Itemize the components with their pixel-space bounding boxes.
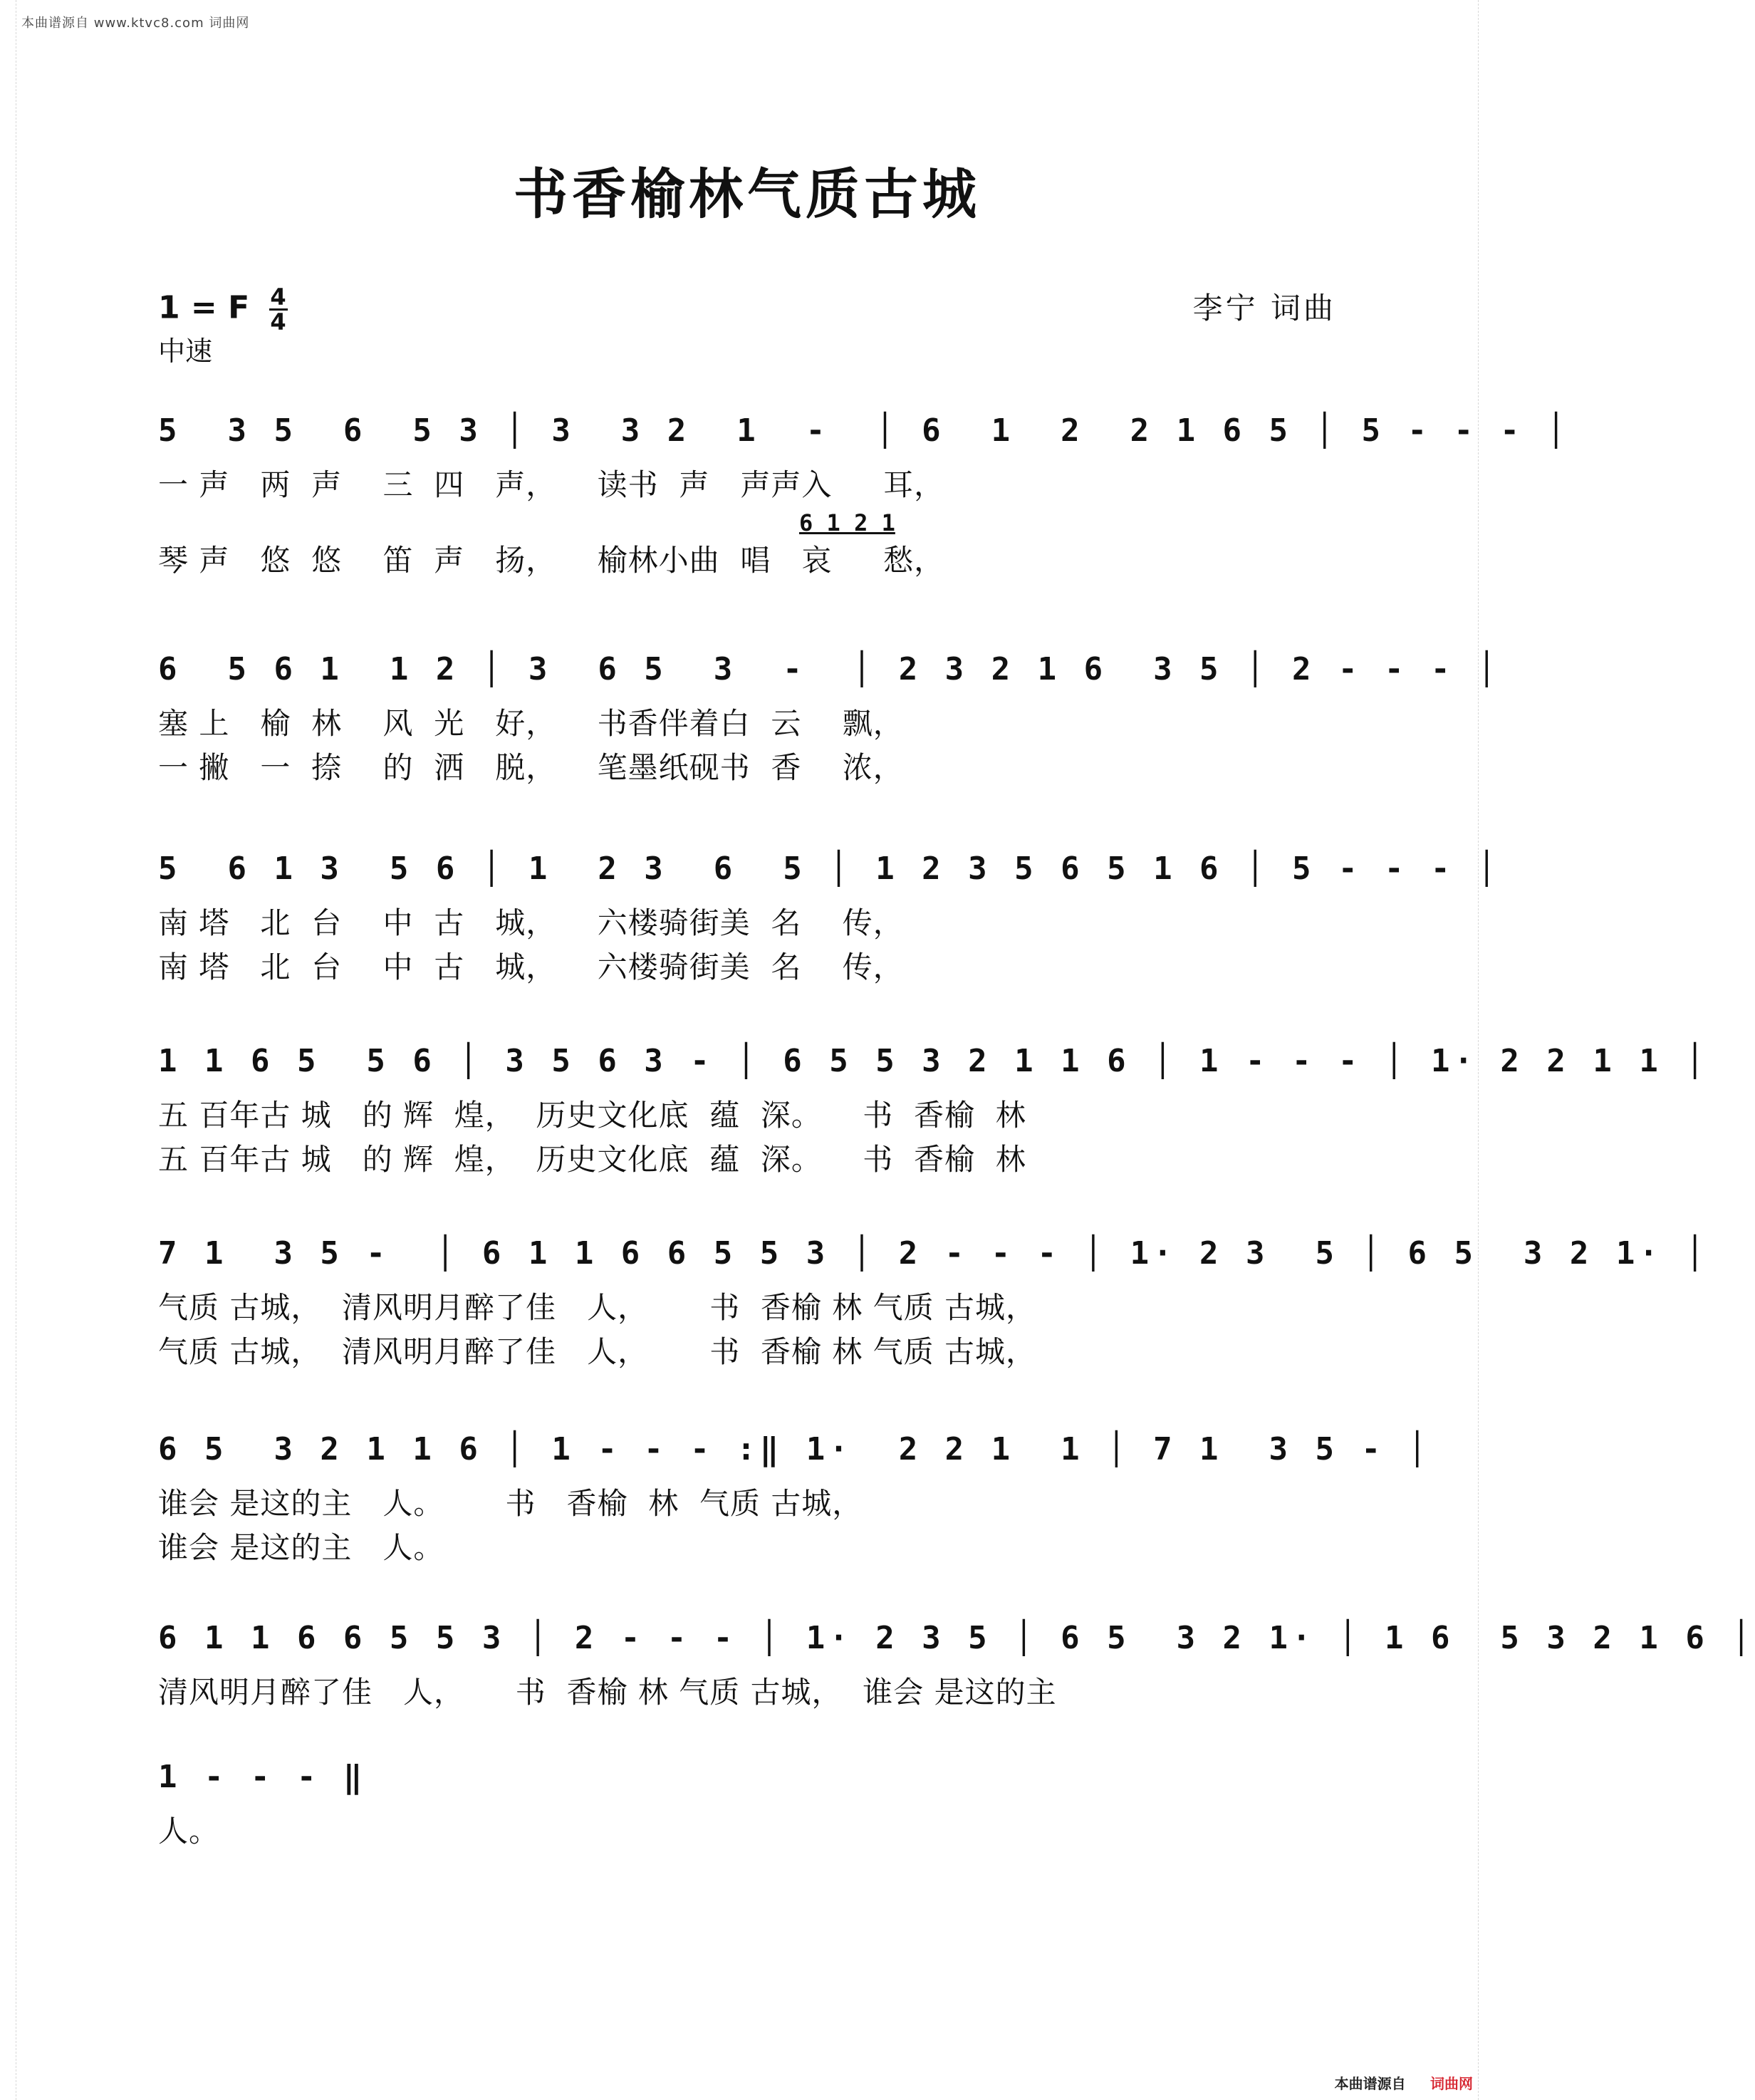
notes-line: 5 6 1 3 5 6 │ 1 2 3 6 5 │ 1 2 3 5 6 5 1 6 │ 5 - - - │ (158, 851, 1501, 887)
lyric-verse-1: 清风明月醉了佳 人， 书 香榆 林 气质 古城， 谁会 是这的主 (158, 1675, 1057, 1710)
key-signature (158, 284, 288, 336)
notes-line: 5 3 5 6 5 3 │ 3 3 2 1 - │ 6 1 2 2 1 6 5 │ 5 - - - │ (158, 412, 1570, 449)
lyric-verse-1: 五 百年古 城 的 辉 煌， 历史文化底 蕴 深。 书 香榆 林 (158, 1098, 1026, 1133)
lyric-verse-1: 谁会 是这的主 人。 书 香榆 林 气质 古城， (158, 1486, 863, 1521)
key-label: 1 = F (158, 289, 250, 326)
author-credit: 李宁 词曲 (1192, 291, 1336, 326)
footer-brand-logo: 词曲网 (1430, 2075, 1473, 2092)
notes-line: 6 1 1 6 6 5 5 3 │ 2 - - - │ 1· 2 3 5 │ 6 5 3 2 1· │ 1 6 5 3 2 1 6 │ (158, 1620, 1755, 1656)
notes-line: 7 1 3 5 - │ 6 1 1 6 6 5 5 3 │ 2 - - - │ 1· 2 3 5 │ 6 5 3 2 1· │ (158, 1235, 1709, 1272)
tempo-marking: 中速 (158, 336, 213, 367)
lyric-verse-2: 南 塔 北 台 中 古 城， 六楼骑街美 名 传， (158, 950, 904, 984)
lyric-verse-1: 人。 (158, 1814, 220, 1849)
lyric-verse-2: 五 百年古 城 的 辉 煌， 历史文化底 蕴 深。 书 香榆 林 (158, 1142, 1026, 1177)
notes-line: 6 5 6 1 1 2 │ 3 6 5 3 - │ 2 3 2 1 6 3 5 │ 2 - - - │ (158, 651, 1501, 687)
lyric-verse-1: 一 声 两 声 三 四 声， 读书 声 声声入 耳， (158, 467, 945, 502)
score-system-2 (158, 638, 1501, 790)
score-system-8 (158, 1745, 1345, 1854)
time-signature-top: 4 (270, 284, 286, 311)
lyric-verse-2: 气质 古城， 清风明月醉了佳 人， 书 香榆 林 气质 古城， (158, 1334, 1036, 1369)
lyric-verse-2: 一 撇 一 捺 的 洒 脱， 笔墨纸砚书 香 浓， (158, 750, 904, 785)
score-system-3 (158, 837, 1501, 989)
header-watermark: 本曲谱源自 www.ktvc8.com 词曲网 (21, 16, 250, 31)
song-title: 书香榆林气质古城 (514, 162, 981, 226)
notes-line: 1 1 6 5 5 6 │ 3 5 6 3 - │ 6 5 5 3 2 1 1 6 │ 1 - - - │ 1· 2 2 1 1 │ (158, 1043, 1709, 1079)
left-margin-strip (0, 0, 16, 2100)
score-system-1 (158, 399, 1570, 583)
score-system-4 (158, 1029, 1709, 1182)
lyric-verse-1: 气质 古城， 清风明月醉了佳 人， 书 香榆 林 气质 古城， (158, 1290, 1036, 1325)
time-signature-bottom: 4 (270, 308, 286, 336)
footer-brand-source: 本曲谱源自 (1334, 2075, 1406, 2092)
lyric-verse-2: 谁会 是这的主 人。 (158, 1530, 444, 1565)
score-system-5 (158, 1222, 1709, 1374)
footer-brand (1335, 2072, 1473, 2093)
notes-line: 6 5 3 2 1 1 6 │ 1 - - - :‖ 1· 2 2 1 1 │ 7 1 3 5 - │ (158, 1431, 1431, 1467)
score-system-6 (158, 1418, 1431, 1570)
alt-notes-line: 6 1 2 1 (799, 509, 895, 536)
lyric-verse-1: 塞 上 榆 林 风 光 好， 书香伴着白 云 飘， (158, 706, 904, 741)
lyric-verse-2: 琴 声 悠 悠 笛 声 扬， 榆林小曲 唱 哀 愁， (158, 543, 945, 578)
notes-line: 1 - - - ‖ (158, 1759, 367, 1795)
time-signature (269, 284, 288, 336)
lyric-verse-1: 南 塔 北 台 中 古 城， 六楼骑街美 名 传， (158, 905, 904, 940)
score-system-7 (158, 1606, 1755, 1715)
